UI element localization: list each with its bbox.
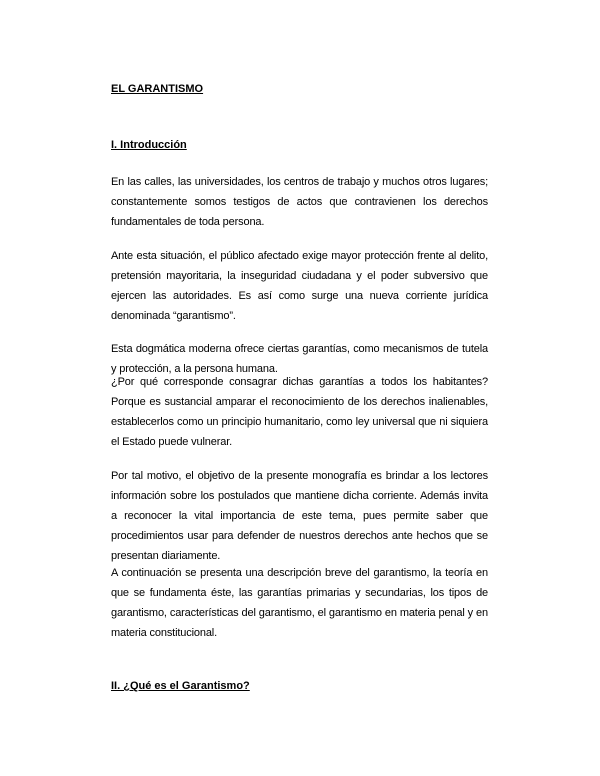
- paragraph: A continuación se presenta una descripción breve del garantismo, la teoría en que se fundamenta éste, las garantías primarias y secundarias, los tipos de garantismo, características del garantismo, el garantismo en materia penal y en materia constitucional.: [111, 567, 488, 639]
- document-title: EL GARANTISMO: [111, 83, 204, 95]
- paragraph: Esta dogmática moderna ofrece ciertas garantías, como mecanismos de tutela y protección, a la persona humana.: [111, 343, 488, 375]
- paragraph: En las calles, las universidades, los centros de trabajo y muchos otros lugares; constantemente somos testigos de actos que contravienen los derechos fundamentales de toda persona.: [111, 176, 488, 228]
- paragraph: ¿Por qué corresponde consagrar dichas garantías a todos los habitantes? Porque es sustancial amparar el reconocimiento de los derechos inalienables, establecerlos como un principio humanitario, como ley universal que ni siquiera el Estado puede vulnerar.: [111, 376, 488, 448]
- section-heading-que-es: II. ¿Qué es el Garantismo?: [111, 680, 250, 692]
- paragraph: Ante esta situación, el público afectado exige mayor protección frente al delito, pretensión mayoritaria, la inseguridad ciudadana y el poder subversivo que ejercen las autoridades. Es así como surge una nueva corriente jurídica denominada “garantismo”.: [111, 250, 488, 322]
- paragraph: Por tal motivo, el objetivo de la presente monografía es brindar a los lectores información sobre los postulados que mantiene dicha corriente. Además invita a reconocer la vital importancia de este tema, pues permite saber que procedimientos usar para defender de nuestros derechos ante hechos que se presentan diariamente.: [111, 470, 488, 562]
- section-heading-introduccion: I. Introducción: [111, 139, 187, 151]
